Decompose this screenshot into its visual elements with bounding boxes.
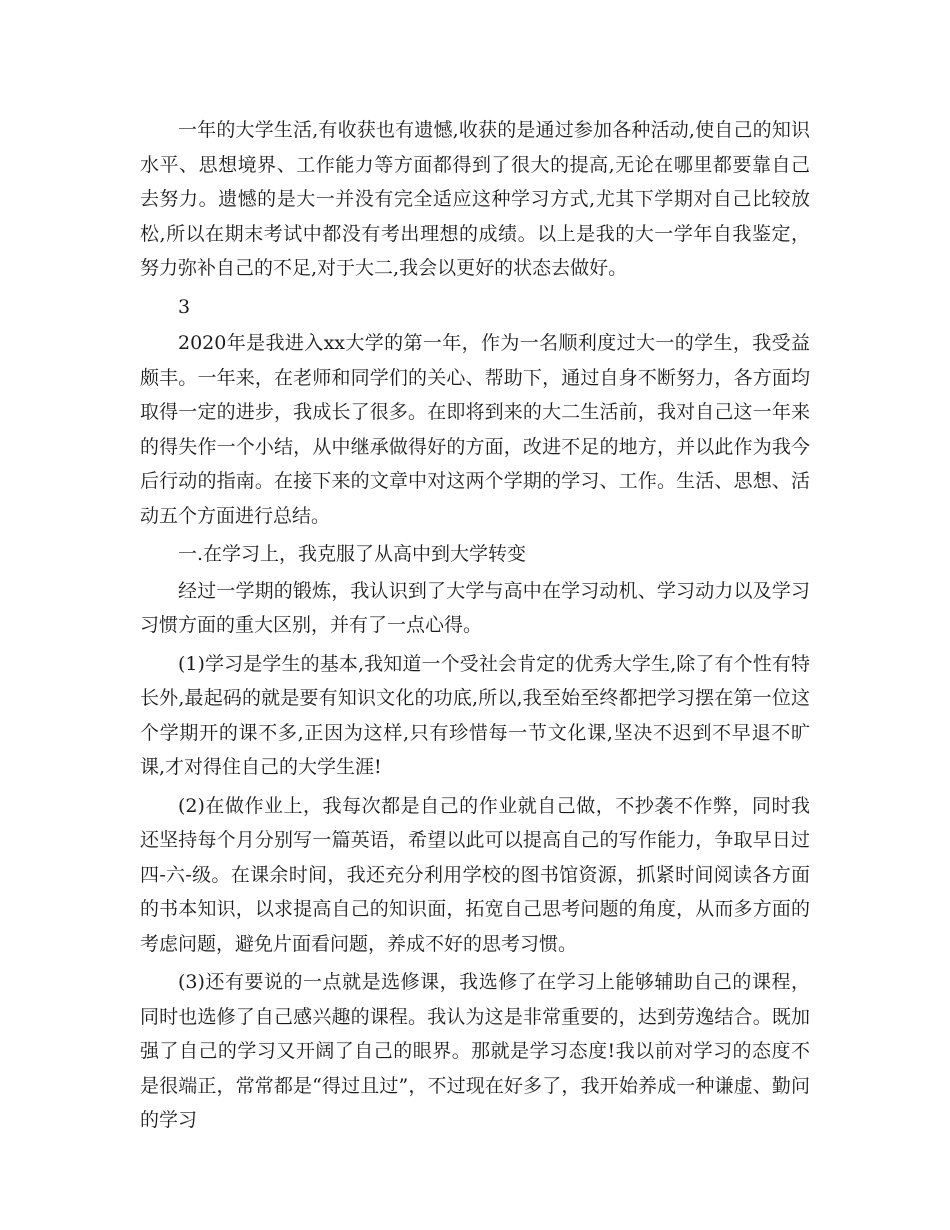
paragraph-point-2: (2)在做作业上，我每次都是自己的作业就自己做，不抄袭不作弊，同时我还坚持每个月分别写一篇英语，希望以此可以提高自己的写作能力，争取早日过四-六-级。在课余时间，我还充分利用学校的图书馆资源，抓紧时间阅读各方面的书本知识，以求提高自己的知识面，拓宽自己思考问题的角度，从而多方面的考虑问题，避免片面看问题，养成不好的思考习惯。: [140, 794, 810, 955]
document-body: [140, 113, 810, 1142]
section-number: 3: [178, 295, 191, 318]
paragraph-summary: 一年的大学生活,有收获也有遗憾,收获的是通过参加各种活动,使自己的知识水平、思想境界、工作能力等方面都得到了很大的提高,无论在哪里都要靠自己去努力。遗憾的是大一并没有完全适应这种学习方式,尤其下学期对自己比较放松,所以在期末考试中都没有考出理想的成绩。以上是我的大一学年自我鉴定，努力弥补自己的不足,对于大二,我会以更好的状态去做好。: [140, 119, 810, 279]
paragraph-study-difference: 经过一学期的锻炼，我认识到了大学与高中在学习动机、学习动力以及学习习惯方面的重大区别，并有了一点心得。: [140, 579, 810, 636]
paragraph-point-3: (3)还有要说的一点就是选修课，我选修了在学习上能够辅助自己的课程，同时也选修了自己感兴趣的课程。我认为这是非常重要的，达到劳逸结合。既加强了自己的学习又开阔了自己的眼界。那就是学习态度!我以前对学习的态度不是很端正，常常都是“得过且过”，不过现在好多了，我开始养成一种谦虚、勤问的学习: [140, 971, 810, 1131]
section-heading-study: 一.在学习上，我克服了从高中到大学转变: [178, 543, 527, 565]
paragraph-point-1: (1)学习是学生的基本,我知道一个受社会肯定的优秀大学生,除了有个性有特长外,最起码的就是要有知识文化的功底,所以,我至始至终都把学习摆在第一位这个学期开的课不多,正因为这样,只有珍惜每一节文化课,坚决不迟到不早退不旷课,才对得住自己的大学生涯!: [140, 652, 810, 778]
paragraph-intro: 2020年是我进入xx大学的第一年，作为一名顺利度过大一的学生，我受益颇丰。一年来，在老师和同学们的关心、帮助下，通过自身不断努力，各方面均取得一定的进步，我成长了很多。在即将到来的大二生活前，我对自己这一年来的得失作一个小结，从中继承做得好的方面，改进不足的地方，并以此作为我今后行动的指南。在接下来的文章中对这两个学期的学习、工作。生活、思想、活动五个方面进行总结。: [140, 332, 810, 527]
